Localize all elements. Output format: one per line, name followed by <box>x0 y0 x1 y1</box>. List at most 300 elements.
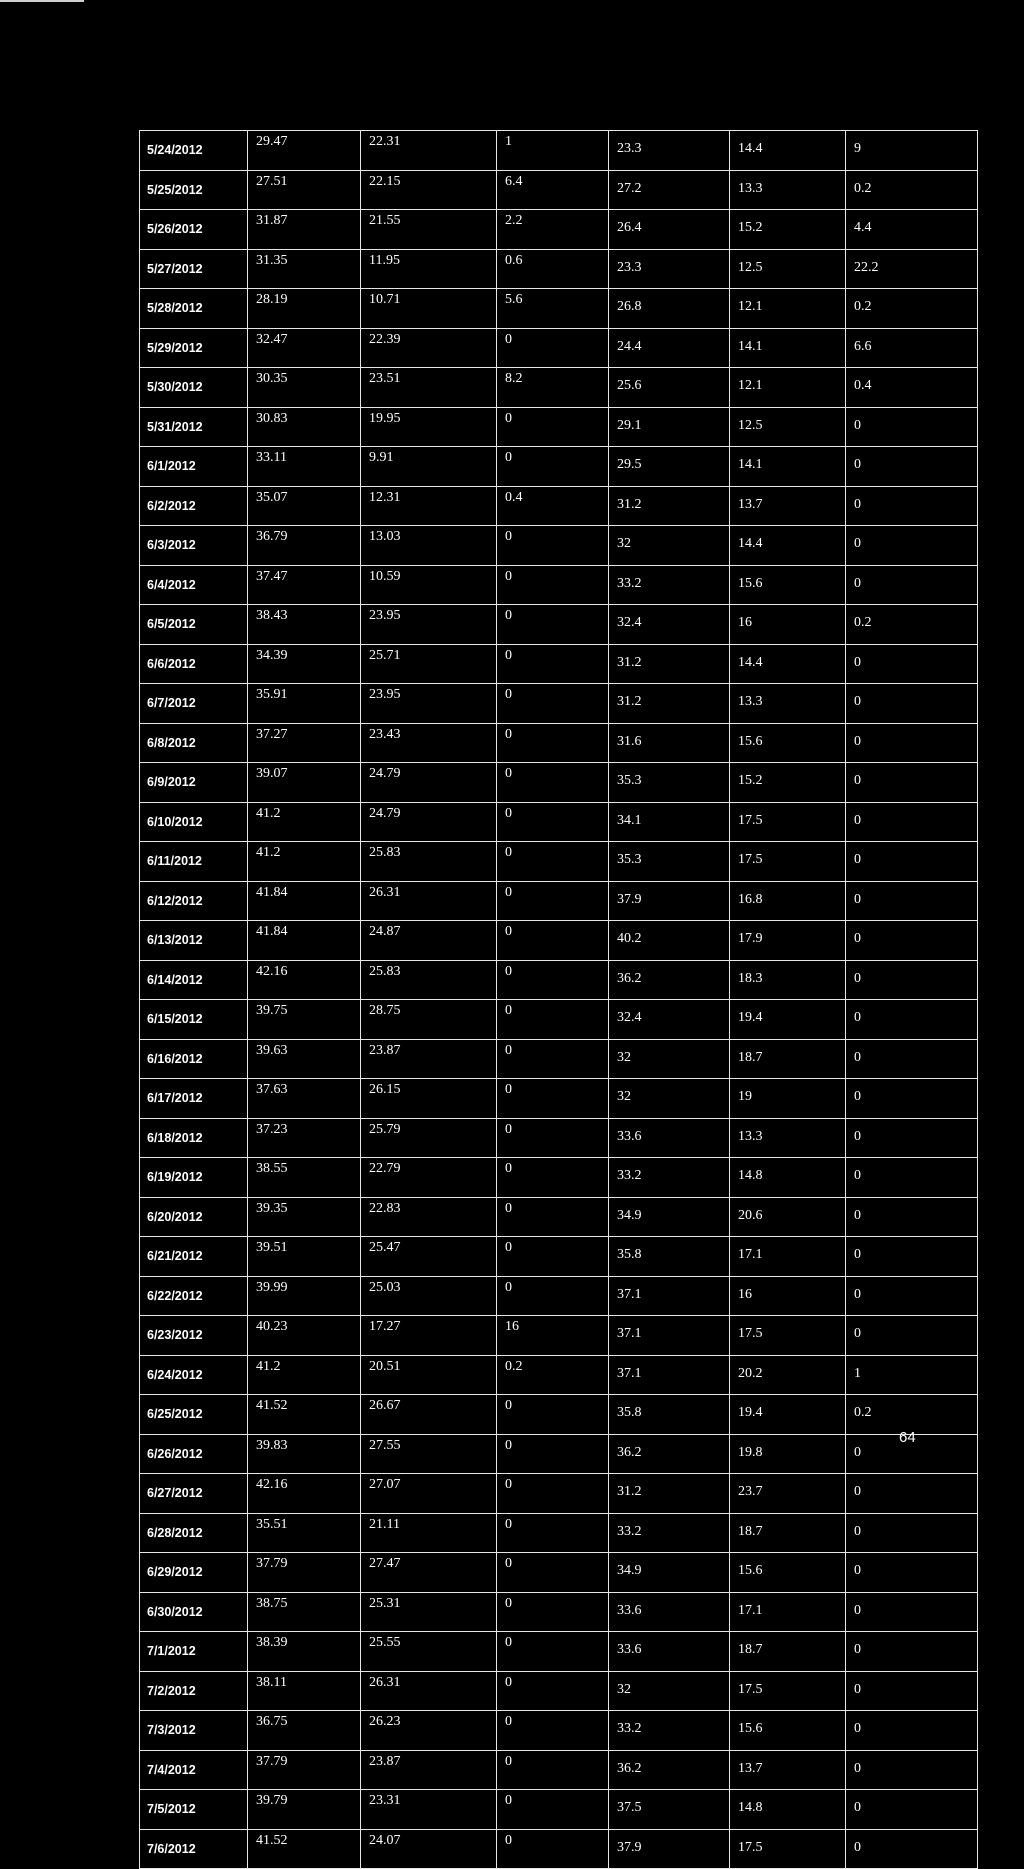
table-row <box>140 1790 978 1830</box>
value-cell: 20.6 <box>730 1197 846 1237</box>
value-cell: 32 <box>609 1039 730 1079</box>
value-cell: 31.35 <box>248 249 361 289</box>
value-cell: 19.8 <box>730 1434 846 1474</box>
table-row <box>140 1395 978 1435</box>
value-cell: 16.8 <box>730 881 846 921</box>
value-cell: 37.9 <box>609 1829 730 1869</box>
value-cell: 0 <box>846 1829 978 1869</box>
value-cell: 0.2 <box>497 1355 609 1395</box>
value-cell: 23.7 <box>730 1474 846 1514</box>
table-row <box>140 1592 978 1632</box>
value-cell: 0 <box>846 1750 978 1790</box>
value-cell: 23.87 <box>361 1750 497 1790</box>
date-cell: 6/3/2012 <box>140 526 248 566</box>
value-cell: 15.6 <box>730 1711 846 1751</box>
date-cell: 6/12/2012 <box>140 881 248 921</box>
date-cell: 7/1/2012 <box>140 1632 248 1672</box>
table-row <box>140 723 978 763</box>
value-cell: 37.63 <box>248 1079 361 1119</box>
value-cell: 36.2 <box>609 960 730 1000</box>
table-row <box>140 605 978 645</box>
value-cell: 17.5 <box>730 1829 846 1869</box>
value-cell: 12.5 <box>730 249 846 289</box>
value-cell: 19.4 <box>730 1395 846 1435</box>
value-cell: 42.16 <box>248 1474 361 1514</box>
value-cell: 32 <box>609 1079 730 1119</box>
date-cell: 5/27/2012 <box>140 249 248 289</box>
date-cell: 6/21/2012 <box>140 1237 248 1277</box>
value-cell: 14.8 <box>730 1790 846 1830</box>
value-cell: 0 <box>497 1474 609 1514</box>
value-cell: 39.75 <box>248 1000 361 1040</box>
date-cell: 6/25/2012 <box>140 1395 248 1435</box>
value-cell: 10.71 <box>361 289 497 329</box>
value-cell: 0 <box>497 921 609 961</box>
table-row <box>140 1000 978 1040</box>
value-cell: 19.4 <box>730 1000 846 1040</box>
value-cell: 37.1 <box>609 1276 730 1316</box>
value-cell: 27.47 <box>361 1553 497 1593</box>
value-cell: 35.91 <box>248 684 361 724</box>
value-cell: 25.03 <box>361 1276 497 1316</box>
date-cell: 6/11/2012 <box>140 842 248 882</box>
value-cell: 39.99 <box>248 1276 361 1316</box>
value-cell: 33.2 <box>609 565 730 605</box>
date-cell: 5/25/2012 <box>140 170 248 210</box>
value-cell: 0 <box>846 1000 978 1040</box>
date-cell: 6/23/2012 <box>140 1316 248 1356</box>
date-cell: 6/17/2012 <box>140 1079 248 1119</box>
table-row <box>140 1829 978 1869</box>
value-cell: 15.2 <box>730 763 846 803</box>
table-row <box>140 1276 978 1316</box>
value-cell: 14.1 <box>730 447 846 487</box>
value-cell: 39.79 <box>248 1790 361 1830</box>
value-cell: 25.83 <box>361 960 497 1000</box>
date-cell: 5/29/2012 <box>140 328 248 368</box>
value-cell: 0 <box>846 1474 978 1514</box>
date-cell: 6/14/2012 <box>140 960 248 1000</box>
date-cell: 6/7/2012 <box>140 684 248 724</box>
table-row <box>140 1355 978 1395</box>
value-cell: 24.79 <box>361 763 497 803</box>
value-cell: 0 <box>846 842 978 882</box>
table-row <box>140 921 978 961</box>
value-cell: 23.43 <box>361 723 497 763</box>
value-cell: 0.2 <box>846 170 978 210</box>
value-cell: 13.3 <box>730 170 846 210</box>
value-cell: 17.5 <box>730 802 846 842</box>
value-cell: 23.3 <box>609 249 730 289</box>
date-cell: 6/16/2012 <box>140 1039 248 1079</box>
top-rule <box>0 0 84 2</box>
value-cell: 6.4 <box>497 170 609 210</box>
value-cell: 0 <box>497 1079 609 1119</box>
table-row <box>140 407 978 447</box>
value-cell: 0 <box>846 1079 978 1119</box>
value-cell: 0 <box>846 684 978 724</box>
value-cell: 0.4 <box>497 486 609 526</box>
value-cell: 0 <box>846 960 978 1000</box>
weather-data-table <box>139 130 978 1869</box>
value-cell: 14.4 <box>730 526 846 566</box>
value-cell: 35.07 <box>248 486 361 526</box>
table-row <box>140 1118 978 1158</box>
value-cell: 0 <box>497 881 609 921</box>
value-cell: 25.31 <box>361 1592 497 1632</box>
value-cell: 0.6 <box>497 249 609 289</box>
value-cell: 33.2 <box>609 1513 730 1553</box>
value-cell: 16 <box>497 1316 609 1356</box>
value-cell: 0 <box>497 960 609 1000</box>
date-cell: 5/24/2012 <box>140 131 248 171</box>
table-row <box>140 960 978 1000</box>
value-cell: 1 <box>497 131 609 171</box>
value-cell: 0 <box>846 1592 978 1632</box>
date-cell: 6/13/2012 <box>140 921 248 961</box>
value-cell: 22.31 <box>361 131 497 171</box>
value-cell: 34.1 <box>609 802 730 842</box>
value-cell: 27.51 <box>248 170 361 210</box>
value-cell: 39.07 <box>248 763 361 803</box>
value-cell: 25.47 <box>361 1237 497 1277</box>
value-cell: 39.83 <box>248 1434 361 1474</box>
value-cell: 28.19 <box>248 289 361 329</box>
value-cell: 22.15 <box>361 170 497 210</box>
value-cell: 23.51 <box>361 368 497 408</box>
date-cell: 6/26/2012 <box>140 1434 248 1474</box>
table-row <box>140 447 978 487</box>
value-cell: 0 <box>497 1395 609 1435</box>
value-cell: 0 <box>846 526 978 566</box>
value-cell: 39.51 <box>248 1237 361 1277</box>
value-cell: 1 <box>846 1355 978 1395</box>
value-cell: 23.87 <box>361 1039 497 1079</box>
table-row <box>140 249 978 289</box>
value-cell: 31.2 <box>609 1474 730 1514</box>
value-cell: 0 <box>497 1671 609 1711</box>
value-cell: 15.6 <box>730 565 846 605</box>
date-cell: 5/30/2012 <box>140 368 248 408</box>
value-cell: 0 <box>497 1276 609 1316</box>
table-row <box>140 1553 978 1593</box>
value-cell: 20.51 <box>361 1355 497 1395</box>
value-cell: 35.3 <box>609 763 730 803</box>
date-cell: 7/6/2012 <box>140 1829 248 1869</box>
value-cell: 21.11 <box>361 1513 497 1553</box>
value-cell: 0 <box>497 802 609 842</box>
value-cell: 27.2 <box>609 170 730 210</box>
value-cell: 22.39 <box>361 328 497 368</box>
value-cell: 0 <box>846 1671 978 1711</box>
value-cell: 18.7 <box>730 1039 846 1079</box>
value-cell: 25.79 <box>361 1118 497 1158</box>
value-cell: 31.87 <box>248 210 361 250</box>
value-cell: 22.79 <box>361 1158 497 1198</box>
value-cell: 24.4 <box>609 328 730 368</box>
date-cell: 6/1/2012 <box>140 447 248 487</box>
value-cell: 26.8 <box>609 289 730 329</box>
value-cell: 0 <box>846 1632 978 1672</box>
value-cell: 32.47 <box>248 328 361 368</box>
value-cell: 15.6 <box>730 723 846 763</box>
value-cell: 12.31 <box>361 486 497 526</box>
value-cell: 17.5 <box>730 1671 846 1711</box>
date-cell: 6/15/2012 <box>140 1000 248 1040</box>
value-cell: 38.55 <box>248 1158 361 1198</box>
table-row <box>140 644 978 684</box>
value-cell: 26.67 <box>361 1395 497 1435</box>
value-cell: 35.8 <box>609 1395 730 1435</box>
value-cell: 37.79 <box>248 1553 361 1593</box>
value-cell: 17.9 <box>730 921 846 961</box>
value-cell: 32 <box>609 1671 730 1711</box>
date-cell: 5/31/2012 <box>140 407 248 447</box>
value-cell: 19 <box>730 1079 846 1119</box>
value-cell: 37.9 <box>609 881 730 921</box>
table-row <box>140 1158 978 1198</box>
value-cell: 0 <box>497 1632 609 1672</box>
table-row <box>140 1316 978 1356</box>
date-cell: 6/18/2012 <box>140 1118 248 1158</box>
value-cell: 16 <box>730 605 846 645</box>
date-cell: 6/30/2012 <box>140 1592 248 1632</box>
table-row <box>140 1513 978 1553</box>
value-cell: 13.03 <box>361 526 497 566</box>
value-cell: 25.83 <box>361 842 497 882</box>
value-cell: 18.7 <box>730 1632 846 1672</box>
value-cell: 0 <box>497 1829 609 1869</box>
table-row <box>140 1434 978 1474</box>
value-cell: 12.5 <box>730 407 846 447</box>
value-cell: 34.39 <box>248 644 361 684</box>
value-cell: 0 <box>846 447 978 487</box>
value-cell: 22.2 <box>846 249 978 289</box>
date-cell: 6/8/2012 <box>140 723 248 763</box>
value-cell: 0 <box>846 644 978 684</box>
value-cell: 36.75 <box>248 1711 361 1751</box>
value-cell: 0 <box>497 1790 609 1830</box>
table-row <box>140 1197 978 1237</box>
value-cell: 0 <box>846 1158 978 1198</box>
value-cell: 17.1 <box>730 1592 846 1632</box>
table-row <box>140 526 978 566</box>
value-cell: 25.71 <box>361 644 497 684</box>
value-cell: 0 <box>497 1592 609 1632</box>
table-row <box>140 881 978 921</box>
value-cell: 37.27 <box>248 723 361 763</box>
date-cell: 7/5/2012 <box>140 1790 248 1830</box>
value-cell: 41.2 <box>248 842 361 882</box>
value-cell: 40.23 <box>248 1316 361 1356</box>
value-cell: 19.95 <box>361 407 497 447</box>
value-cell: 2.2 <box>497 210 609 250</box>
value-cell: 31.2 <box>609 486 730 526</box>
value-cell: 37.5 <box>609 1790 730 1830</box>
page-number: 64 <box>899 1429 916 1446</box>
value-cell: 0 <box>846 1553 978 1593</box>
value-cell: 0 <box>846 1513 978 1553</box>
value-cell: 8.2 <box>497 368 609 408</box>
value-cell: 33.6 <box>609 1118 730 1158</box>
table-row <box>140 1750 978 1790</box>
value-cell: 13.7 <box>730 486 846 526</box>
value-cell: 38.75 <box>248 1592 361 1632</box>
value-cell: 14.1 <box>730 328 846 368</box>
value-cell: 26.4 <box>609 210 730 250</box>
value-cell: 35.8 <box>609 1237 730 1277</box>
value-cell: 26.31 <box>361 1671 497 1711</box>
value-cell: 0 <box>497 328 609 368</box>
value-cell: 20.2 <box>730 1355 846 1395</box>
value-cell: 0 <box>846 1118 978 1158</box>
value-cell: 0 <box>846 1237 978 1277</box>
value-cell: 0 <box>497 1158 609 1198</box>
value-cell: 18.7 <box>730 1513 846 1553</box>
table-row <box>140 170 978 210</box>
table-row <box>140 486 978 526</box>
value-cell: 33.6 <box>609 1592 730 1632</box>
value-cell: 32.4 <box>609 605 730 645</box>
value-cell: 5.6 <box>497 289 609 329</box>
date-cell: 6/24/2012 <box>140 1355 248 1395</box>
value-cell: 4.4 <box>846 210 978 250</box>
value-cell: 0 <box>497 1000 609 1040</box>
value-cell: 39.63 <box>248 1039 361 1079</box>
value-cell: 41.84 <box>248 881 361 921</box>
value-cell: 34.9 <box>609 1553 730 1593</box>
value-cell: 33.6 <box>609 1632 730 1672</box>
value-cell: 0 <box>497 526 609 566</box>
date-cell: 7/2/2012 <box>140 1671 248 1711</box>
value-cell: 32.4 <box>609 1000 730 1040</box>
value-cell: 13.3 <box>730 1118 846 1158</box>
value-cell: 17.27 <box>361 1316 497 1356</box>
value-cell: 36.2 <box>609 1434 730 1474</box>
table-row <box>140 1711 978 1751</box>
table-row <box>140 1632 978 1672</box>
value-cell: 0 <box>497 447 609 487</box>
value-cell: 27.07 <box>361 1474 497 1514</box>
value-cell: 39.35 <box>248 1197 361 1237</box>
table-row <box>140 328 978 368</box>
value-cell: 26.23 <box>361 1711 497 1751</box>
value-cell: 22.83 <box>361 1197 497 1237</box>
value-cell: 0.2 <box>846 605 978 645</box>
table-row <box>140 565 978 605</box>
value-cell: 0 <box>846 802 978 842</box>
value-cell: 23.3 <box>609 131 730 171</box>
value-cell: 38.11 <box>248 1671 361 1711</box>
value-cell: 0 <box>497 763 609 803</box>
table-row <box>140 131 978 171</box>
value-cell: 31.6 <box>609 723 730 763</box>
value-cell: 35.3 <box>609 842 730 882</box>
value-cell: 25.6 <box>609 368 730 408</box>
value-cell: 37.1 <box>609 1355 730 1395</box>
date-cell: 6/28/2012 <box>140 1513 248 1553</box>
value-cell: 13.7 <box>730 1750 846 1790</box>
date-cell: 5/26/2012 <box>140 210 248 250</box>
value-cell: 36.79 <box>248 526 361 566</box>
value-cell: 27.55 <box>361 1434 497 1474</box>
value-cell: 23.95 <box>361 605 497 645</box>
date-cell: 6/2/2012 <box>140 486 248 526</box>
date-cell: 6/19/2012 <box>140 1158 248 1198</box>
value-cell: 15.2 <box>730 210 846 250</box>
date-cell: 7/3/2012 <box>140 1711 248 1751</box>
value-cell: 41.2 <box>248 1355 361 1395</box>
value-cell: 23.95 <box>361 684 497 724</box>
value-cell: 17.1 <box>730 1237 846 1277</box>
value-cell: 37.79 <box>248 1750 361 1790</box>
value-cell: 17.5 <box>730 842 846 882</box>
value-cell: 29.5 <box>609 447 730 487</box>
value-cell: 24.79 <box>361 802 497 842</box>
table-body <box>140 131 978 1869</box>
value-cell: 24.07 <box>361 1829 497 1869</box>
value-cell: 31.2 <box>609 684 730 724</box>
table-row <box>140 802 978 842</box>
value-cell: 11.95 <box>361 249 497 289</box>
value-cell: 9 <box>846 131 978 171</box>
value-cell: 12.1 <box>730 289 846 329</box>
value-cell: 37.23 <box>248 1118 361 1158</box>
table-row <box>140 1079 978 1119</box>
value-cell: 0 <box>497 1197 609 1237</box>
value-cell: 42.16 <box>248 960 361 1000</box>
value-cell: 0 <box>846 1434 978 1474</box>
value-cell: 12.1 <box>730 368 846 408</box>
value-cell: 35.51 <box>248 1513 361 1553</box>
value-cell: 17.5 <box>730 1316 846 1356</box>
value-cell: 37.1 <box>609 1316 730 1356</box>
value-cell: 0.2 <box>846 289 978 329</box>
value-cell: 0 <box>497 1750 609 1790</box>
value-cell: 10.59 <box>361 565 497 605</box>
value-cell: 15.6 <box>730 1553 846 1593</box>
value-cell: 31.2 <box>609 644 730 684</box>
table-row <box>140 1237 978 1277</box>
date-cell: 6/27/2012 <box>140 1474 248 1514</box>
value-cell: 0 <box>846 407 978 447</box>
value-cell: 0 <box>846 1197 978 1237</box>
value-cell: 23.31 <box>361 1790 497 1830</box>
date-cell: 6/10/2012 <box>140 802 248 842</box>
table-row <box>140 763 978 803</box>
value-cell: 0 <box>846 1276 978 1316</box>
value-cell: 0 <box>497 1553 609 1593</box>
value-cell: 34.9 <box>609 1197 730 1237</box>
value-cell: 21.55 <box>361 210 497 250</box>
value-cell: 0 <box>846 881 978 921</box>
value-cell: 0 <box>497 1711 609 1751</box>
value-cell: 0 <box>497 684 609 724</box>
date-cell: 6/9/2012 <box>140 763 248 803</box>
value-cell: 14.8 <box>730 1158 846 1198</box>
value-cell: 36.2 <box>609 1750 730 1790</box>
value-cell: 33.11 <box>248 447 361 487</box>
value-cell: 33.2 <box>609 1711 730 1751</box>
table-row <box>140 1039 978 1079</box>
value-cell: 0 <box>846 921 978 961</box>
table-row <box>140 1474 978 1514</box>
value-cell: 0 <box>497 1434 609 1474</box>
value-cell: 0 <box>497 605 609 645</box>
value-cell: 0 <box>497 1237 609 1277</box>
value-cell: 6.6 <box>846 328 978 368</box>
value-cell: 41.2 <box>248 802 361 842</box>
